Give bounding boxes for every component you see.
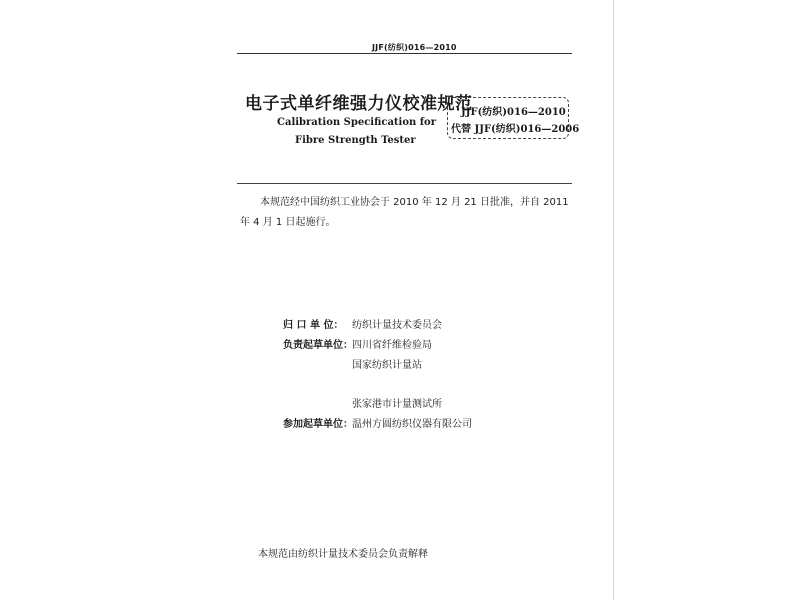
interpretation-note: 本规范由纺织计量技术委员会负责解释 — [258, 549, 428, 560]
participant-org-label: 参加起草单位： — [283, 419, 353, 430]
standard-code-current: JJF(纺织)016—2010 — [461, 107, 566, 118]
drafter-org-value-1: 四川省纤维检验局 — [352, 340, 432, 351]
participant-org-value: 温州方圆纺织仪器有限公司 — [352, 419, 472, 430]
drafter-org-value-3: 张家港市计量测试所 — [352, 399, 442, 410]
page-edge-line — [613, 0, 614, 600]
title-chinese: 电子式单纤维强力仪校准规范 — [245, 94, 473, 114]
participant-org-row — [283, 415, 472, 430]
title-english-line-1: Calibration Specification for — [277, 117, 436, 128]
standard-code-replaces: 代替 JJF(纺织)016—2006 — [451, 124, 580, 135]
approval-statement: 本规范经中国纺织工业协会于 2010 年 12 月 21 日批准，并自 2011 年 4 月 1 日起施行。 — [240, 197, 569, 228]
header-standard-code: JJF(纺织)016—2010 — [372, 43, 457, 52]
section-divider — [237, 183, 572, 184]
drafter-org-label: 负责起草单位： — [283, 340, 353, 351]
title-english-line-2: Fibre Strength Tester — [295, 135, 416, 146]
owner-org-row — [283, 316, 442, 331]
owner-org-label: 归 口 单 位： — [283, 320, 344, 331]
owner-org-value: 纺织计量技术委员会 — [352, 320, 442, 331]
drafter-org-value-2: 国家纺织计量站 — [352, 360, 422, 371]
drafter-org-row — [283, 336, 432, 351]
header-divider — [237, 53, 572, 54]
